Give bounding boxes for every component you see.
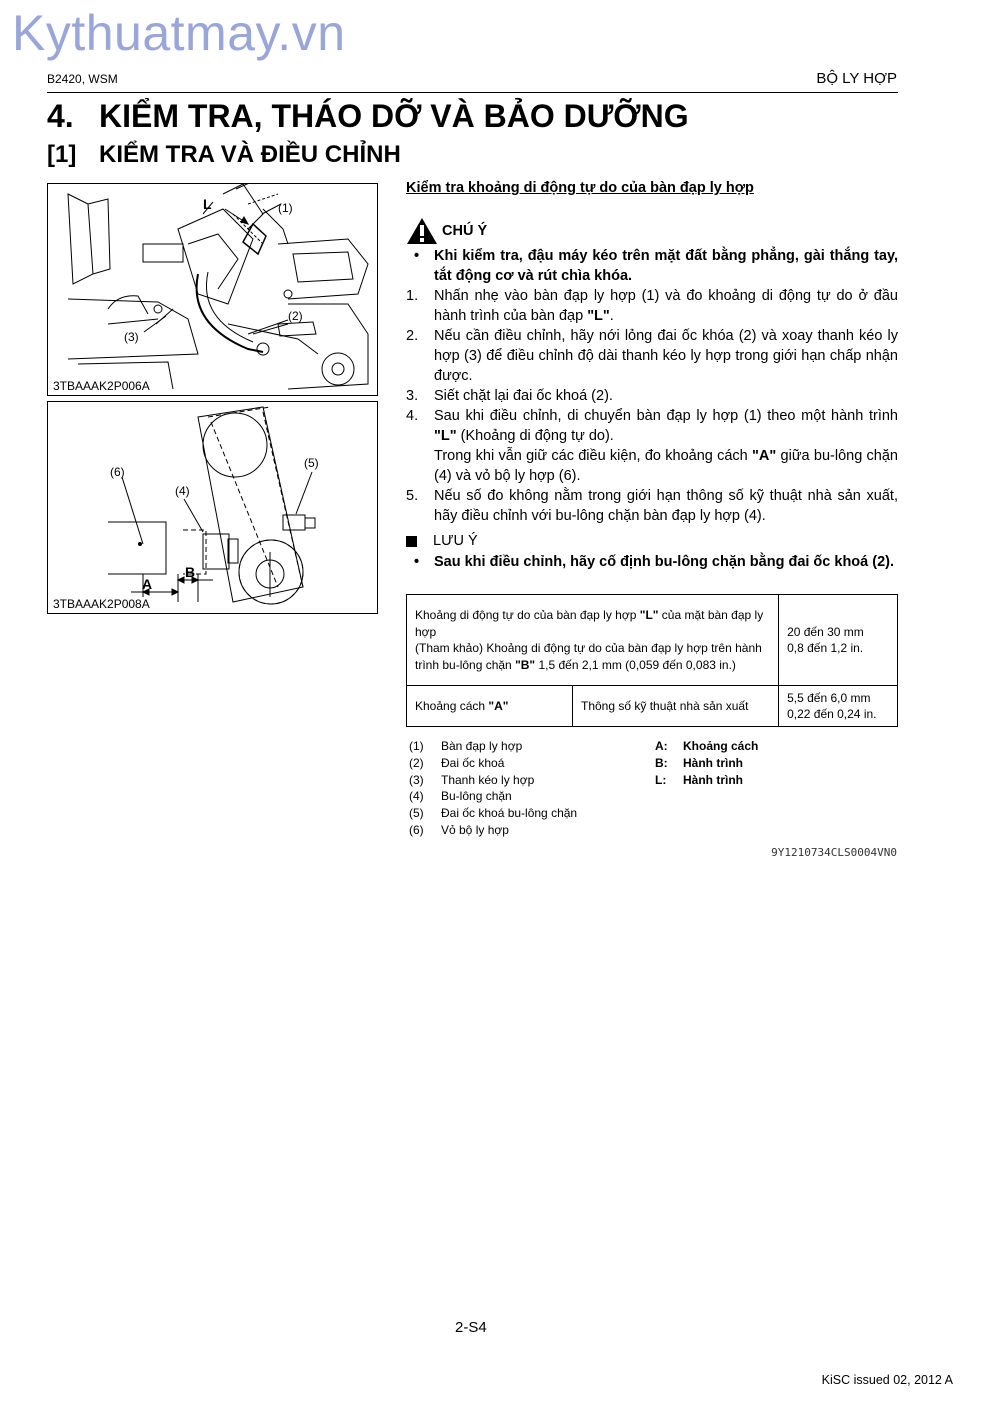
section-heading <box>47 141 401 169</box>
square-bullet-icon <box>406 536 417 547</box>
label-callout-2: (2) <box>288 309 303 323</box>
legend-item: (3) Thanh kéo ly hợp <box>409 772 535 787</box>
spec-row-distance-a <box>407 686 898 727</box>
label-callout-5: (5) <box>304 456 319 470</box>
note-label: LƯU Ý <box>433 533 478 549</box>
page-title-text: KIỂM TRA, THÁO DỠ VÀ BẢO DƯỠNG <box>99 98 689 134</box>
header-chapter: BỘ LY HỢP <box>816 70 897 87</box>
spec-label-distance-a: Khoảng cách "A" <box>407 686 573 727</box>
legend-item: L: Hành trình <box>655 772 743 787</box>
legend-item: B: Hành trình <box>655 755 743 770</box>
spec-table <box>406 594 898 727</box>
spec-value-free-travel: 20 đến 30 mm 0,8 đến 1,2 in. <box>779 595 898 686</box>
legend-item: (6) Vỏ bộ ly hợp <box>409 822 509 837</box>
label-callout-1: (1) <box>278 201 293 215</box>
figure-code-2: 3TBAAAK2P008A <box>53 597 150 611</box>
procedure-step-1: 1. Nhấn nhẹ vào bàn đạp ly hợp (1) và đo khoảng di động tự do ở đầu hành trình của bàn đạp "L". <box>406 288 898 324</box>
stopper-bolt-drawing <box>48 402 377 613</box>
header-model: B2420, WSM <box>47 72 118 86</box>
spec-value-distance-a: 5,5 đến 6,0 mm 0,22 đến 0,24 in. <box>779 686 898 727</box>
note-heading <box>406 530 898 552</box>
issue-info: KiSC issued 02, 2012 A <box>821 1373 953 1387</box>
spec-label-free-travel: Khoảng di động tự do của bàn đạp ly hợp "L" của mặt bàn đạp ly hợp (Tham khảo) Khoảng di động tự do của bàn đạp ly hợp trên hành trình bu-lông chặn "B" 1,5 đến 2,1 mm (0,059 đến 0,083 in.) <box>407 595 779 686</box>
procedure-column <box>406 178 898 572</box>
procedure-step-2: 2. Nếu cần điều chỉnh, hãy nới lỏng đai ốc khóa (2) và xoay thanh kéo ly hợp (3) để điều chỉnh độ dài thanh kéo ly hợp trong giới hạn chấp nhận được. <box>406 328 898 384</box>
legend-item: (5) Đai ốc khoá bu-lông chặn <box>409 806 578 821</box>
procedure-step-5: 5. Nếu số đo không nằm trong giới hạn thông số kỹ thuật nhà sản xuất, hãy điều chỉnh với bu-lông chặn bàn đạp ly hợp (4). <box>406 488 898 524</box>
label-callout-6: (6) <box>110 465 125 479</box>
label-callout-4: (4) <box>175 484 190 498</box>
label-B: B <box>185 564 196 580</box>
section-heading-text: KIỂM TRA VÀ ĐIỀU CHỈNH <box>99 141 401 168</box>
figure-pedal-linkage <box>47 183 378 396</box>
legend-parts <box>406 738 655 839</box>
page-title <box>47 98 689 135</box>
legend-item: (4) Bu-lông chặn <box>409 789 512 804</box>
legend-item: (1) Bàn đạp ly hợp <box>409 739 523 753</box>
legend-letters <box>655 738 758 839</box>
label-callout-3: (3) <box>124 330 139 344</box>
spec-row-free-travel <box>407 595 898 686</box>
procedure-step-4: 4. Sau khi điều chỉnh, di chuyển bàn đạp ly hợp (1) theo một hành trình "L" (Khoảng di động tự do). Trong khi vẫn giữ các điều kiện, đo khoảng cách "A" giữa bu-lông chặn (4) và vỏ bộ ly hợp (6). <box>406 408 898 484</box>
procedure-step-3: 3. Siết chặt lại đai ốc khoá (2). <box>406 388 613 404</box>
label-A: A <box>142 576 153 592</box>
watermark-logo: Kythuatmay.vn <box>12 5 346 61</box>
caution-bullet: • Khi kiểm tra, đậu máy kéo trên mặt đất bằng phẳng, gài thắng tay, tắt động cơ và rút chìa khóa. <box>406 246 898 286</box>
page-number: 2-S4 <box>455 1319 487 1336</box>
figure-legend <box>406 738 898 839</box>
figure-code-1: 3TBAAAK2P006A <box>53 379 150 393</box>
note-bullet: • Sau khi điều chỉnh, hãy cố định bu-lông chặn bằng đai ốc khoá (2). <box>406 552 898 572</box>
header-rule <box>47 92 898 93</box>
page-title-number: 4. <box>47 98 74 134</box>
legend-item: A: Khoảng cách <box>655 739 759 753</box>
document-code: 9Y1210734CLS0004VN0 <box>771 846 897 859</box>
caution-heading <box>406 216 898 246</box>
legend-item: (2) Đai ốc khoá <box>409 755 505 770</box>
procedure-title: Kiểm tra khoảng di động tự do của bàn đạp ly hợp <box>406 180 754 196</box>
caution-label: CHÚ Ý <box>442 223 488 239</box>
spec-label-factory-spec: Thông số kỹ thuật nhà sản xuất <box>573 686 779 727</box>
figure-stopper-bolt <box>47 401 378 614</box>
section-heading-number: [1] <box>47 141 77 168</box>
pedal-linkage-drawing <box>48 184 377 395</box>
warning-triangle-icon <box>406 217 438 245</box>
label-L: L <box>203 196 212 212</box>
procedure-steps <box>406 286 898 526</box>
